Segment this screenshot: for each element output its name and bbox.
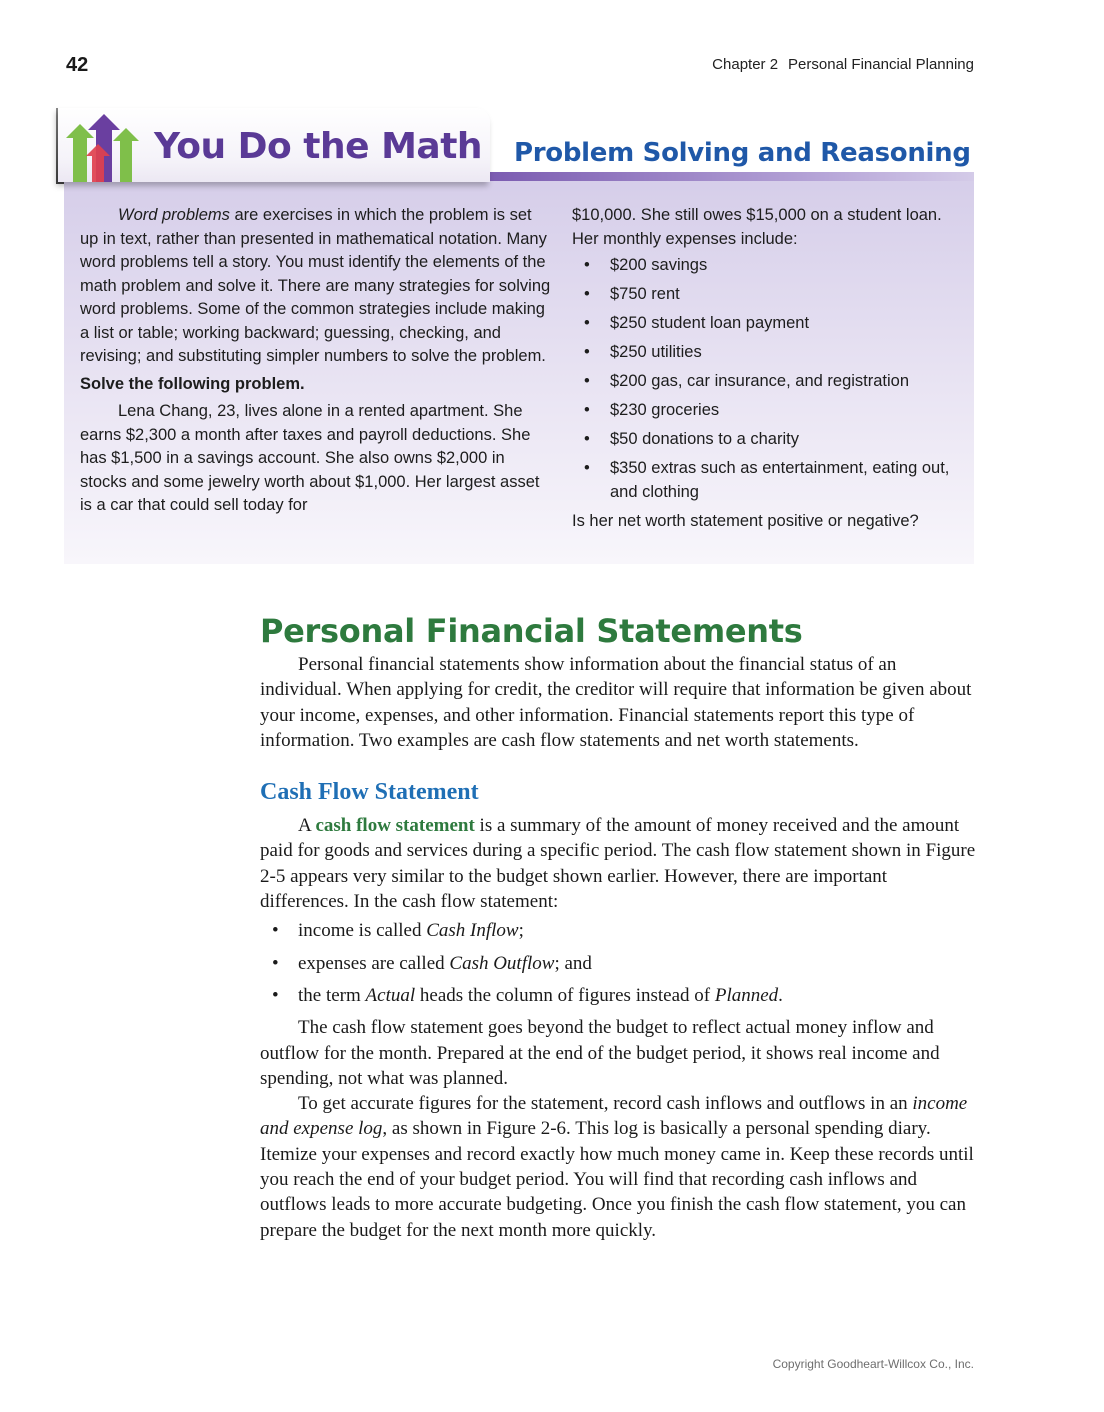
paragraph xyxy=(260,813,976,914)
emphasis: Planned xyxy=(714,984,779,1006)
emphasis: Cash Inflow xyxy=(426,920,519,942)
main-content xyxy=(260,610,976,1243)
feature-header-rule xyxy=(484,172,974,181)
paragraph: The cash flow statement goes beyond the budget to reflect actual money inflow and outflow for the month. Prepared at the end of the budget period, it shows real income and spending, not what was planned. xyxy=(260,1017,940,1089)
list-item: • $250 student loan payment xyxy=(572,312,962,336)
page-number: 42 xyxy=(66,54,89,76)
intro-text: are exercises in which the problem is set up in text, rather than presented in mathematical notation. Many word problems tell a story. You must identify the elements of the math problem and solve it. There are many strategies for solving word problems. Some of the common strategies include making a list or table; working backward; guessing, checking, and revising; and substituting simpler numbers to solve the problem. xyxy=(80,206,551,365)
list-item: • $250 utilities xyxy=(572,341,962,365)
key-term: cash flow statement xyxy=(315,815,475,837)
emphasis: Actual xyxy=(365,984,416,1006)
text-run: income is called xyxy=(298,920,427,942)
text-run: A xyxy=(298,815,316,837)
copyright-notice: Copyright Goodheart-Willcox Co., Inc. xyxy=(772,1357,974,1371)
list-item: • $750 rent xyxy=(572,283,962,307)
list-item: • $230 groceries xyxy=(572,399,962,423)
you-do-the-math-box xyxy=(64,108,974,564)
list-item: • $200 savings xyxy=(572,254,962,278)
list-item: • $350 extras such as entertainment, eating out, and clothing xyxy=(572,457,962,504)
text-run: , as shown in Figure 2-6. This log is basically a personal spending diary. Itemize your expenses and record exactly how much money came in. Keep these records until you reach the end of your budget period. You will find that recording cash inflows and outflows leads to more accurate budgeting. Once you finish the cash flow statement, you can prepare the budget for the next month more quickly. xyxy=(260,1118,974,1241)
intro-term: Word problems xyxy=(118,206,230,224)
list-item: • $50 donations to a charity xyxy=(572,428,962,452)
differences-list xyxy=(260,918,976,1008)
problem-text-left: Lena Chang, 23, lives alone in a rented apartment. She earns $2,300 a month after taxes and payroll deductions. She has $1,500 in a savings account. She also owns $2,000 in stocks and some jewelry worth about $1,000. Her largest asset is a car that could sell today for xyxy=(80,402,540,514)
paragraph: Personal financial statements show information about the financial status of an individual. When applying for credit, the creditor will require that information be given about your income, expenses, and other information. Financial statements report this type of information. Two examples are cash flow statements and net worth statements. xyxy=(260,654,972,751)
text-run: To get accurate figures for the statement, record cash inflows and outflows in an xyxy=(298,1093,913,1115)
paragraph xyxy=(260,1091,976,1243)
text-run: the term xyxy=(298,984,366,1006)
feature-right-column xyxy=(572,204,962,533)
feature-subtitle: Problem Solving and Reasoning xyxy=(514,138,971,168)
instruction: Solve the following problem. xyxy=(80,374,305,393)
list-item: • $200 gas, car insurance, and registration xyxy=(572,370,962,394)
text-run: heads the column of figures instead of xyxy=(415,984,715,1006)
list-item xyxy=(260,951,976,976)
emphasis: Cash Outflow xyxy=(449,952,555,974)
chapter-label: Chapter 2 xyxy=(712,56,779,73)
rising-arrows-icon xyxy=(62,110,140,182)
emphasis: income and expense log xyxy=(260,1093,968,1140)
feature-left-column xyxy=(80,204,552,518)
list-item xyxy=(260,918,976,943)
section-title: Personal Financial Statements xyxy=(260,612,803,650)
problem-text-right: $10,000. She still owes $15,000 on a student loan. Her monthly expenses include: xyxy=(572,206,942,248)
feature-tab xyxy=(58,108,490,182)
text-run: expenses are called xyxy=(298,952,450,974)
text-run: ; xyxy=(518,920,524,942)
problem-question: Is her net worth statement positive or negative? xyxy=(572,511,919,530)
running-head xyxy=(712,56,974,73)
text-run: ; and xyxy=(554,952,592,974)
subsection-title: Cash Flow Statement xyxy=(260,779,479,806)
feature-title: You Do the Math xyxy=(154,126,483,167)
chapter-title: Personal Financial Planning xyxy=(788,56,974,73)
list-item xyxy=(260,983,976,1008)
intro-paragraph xyxy=(80,204,552,369)
text-run: is a summary of the amount of money received and the amount paid for goods and services during a specific period. The cash flow statement shown in Figure 2-5 appears very similar to the budget shown earlier. However, there are important differences. In the cash flow statement: xyxy=(260,815,976,913)
expense-list xyxy=(572,254,962,504)
text-run: . xyxy=(778,984,783,1006)
